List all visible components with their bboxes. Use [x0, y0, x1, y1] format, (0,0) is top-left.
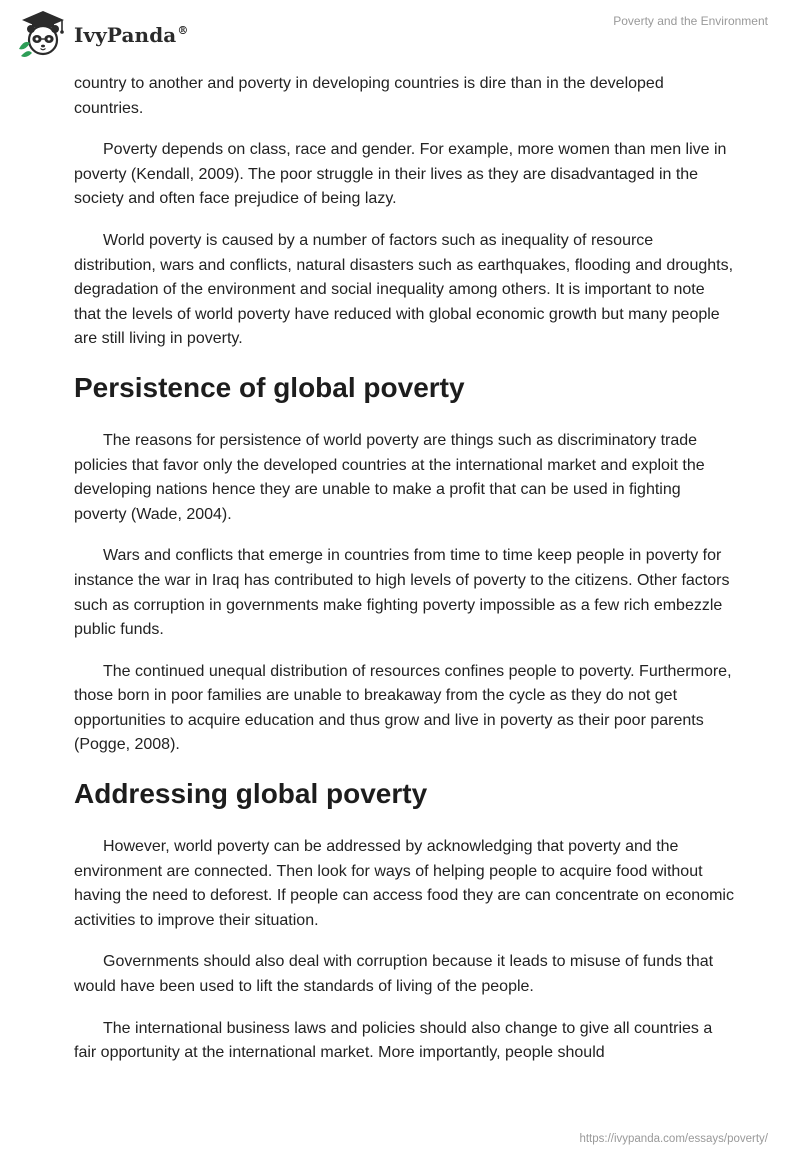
source-url[interactable]: https://ivypanda.com/essays/poverty/	[579, 1133, 768, 1145]
ivypanda-logo[interactable]	[16, 9, 188, 59]
paragraph: World poverty is caused by a number of factors such as inequality of resource distribution, wars and conflicts, natural disasters such as earthquakes, flooding and droughts, degradation of the environment and social inequality among others. It is important to note that the levels of world poverty have reduced with global economic growth but many people are still living in poverty.	[74, 231, 734, 348]
paragraph: However, world poverty can be addressed by acknowledging that poverty and the environment are connected. Then look for ways of helping people to acquire food without having the need to deforest. If people can access food they are can concentrate on economic activities to improve their situation.	[74, 838, 734, 929]
paragraph: Governments should also deal with corruption because it leads to misuse of funds that would have been used to lift the standards of living of the people.	[74, 953, 714, 996]
panda-graduate-icon	[16, 9, 70, 59]
page-header	[0, 0, 800, 66]
paragraph: The reasons for persistence of world poverty are things such as discriminatory trade policies that favor only the developed countries at the international market and exploit the developing nations hence they are unable to make a profit that can be used in fighting poverty (Wade, 2004).	[74, 431, 705, 523]
essay-body	[74, 72, 734, 1083]
paragraph: Wars and conflicts that emerge in countries from time to time keep people in poverty for instance the war in Iraq has contributed to high levels of poverty to the citizens. Other factors such as corruption in governments make fighting poverty impossible as a few rich embezzle public funds.	[74, 547, 730, 639]
running-title: Poverty and the Environment	[613, 14, 768, 28]
paragraph: The international business laws and policies should also change to give all countries a fair opportunity at the international market. More importantly, people should	[74, 1019, 713, 1062]
section-heading-persistence: Persistence of global poverty	[74, 371, 465, 403]
section-heading-addressing: Addressing global poverty	[74, 778, 428, 810]
paragraph: The continued unequal distribution of resources confines people to poverty. Furthermore, those born in poor families are unable to breakaway from the cycle as they do not get opportunities to acquire education and thus grow and live in poverty as their poor parents (Pogge, 2008).	[74, 662, 732, 754]
paragraph: Poverty depends on class, race and gender. For example, more women than men live in poverty (Kendall, 2009). The poor struggle in their lives as they are disadvantaged in the society and often face prejudice of being lazy.	[74, 141, 727, 208]
registered-mark: ®	[177, 24, 189, 38]
paragraph-continued: country to another and poverty in developing countries is dire than in the developed countries.	[74, 75, 664, 117]
brand-name: IvyPanda®	[74, 23, 189, 47]
